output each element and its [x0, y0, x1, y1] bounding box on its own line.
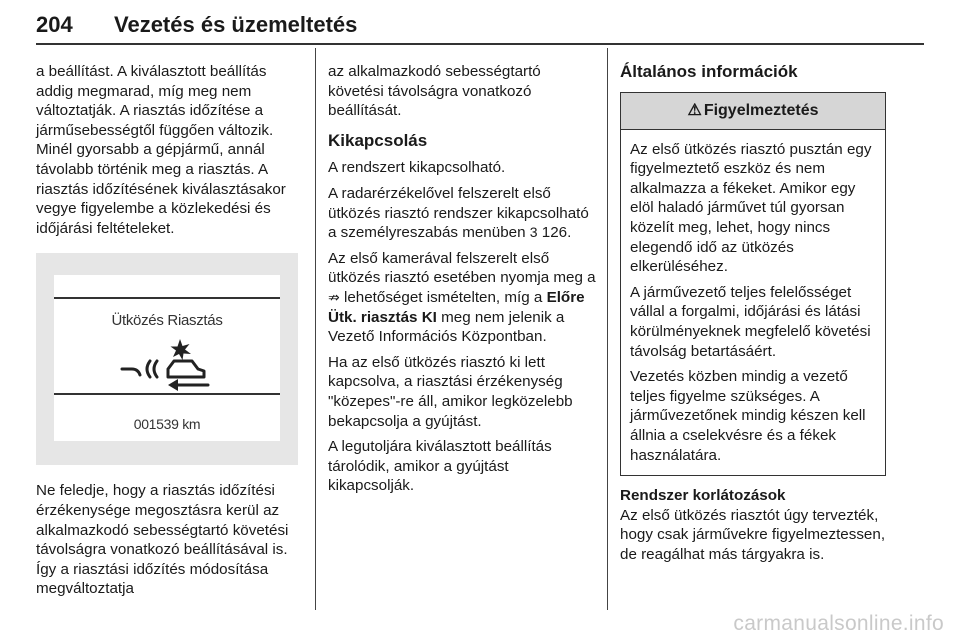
odometer-readout: 001539 km [133, 416, 201, 433]
paragraph: A rendszert kikapcsolható. [328, 159, 506, 177]
paragraph: Ha az első ütközés riasztó ki lett kapcsolva, a riasztási érzékenység "közepes"-re áll, amikor legközelebb bekapcsolja a gyújtást. [328, 353, 573, 430]
warning-paragraph: A járművezető teljes felelősséget vállal a forgalmi, időjárási és látási körülményeknek megfelelő követési távolság betartásáért. [630, 283, 871, 360]
column-divider-1 [315, 48, 316, 610]
warning-triangle-icon: ⚠ [687, 101, 702, 119]
warning-body [621, 130, 885, 476]
page-number: 204 [36, 12, 73, 37]
text-run: Az első kamerával felszerelt első ütközés riasztó esetében nyomja meg a [328, 249, 596, 287]
display-figure [36, 253, 298, 465]
paragraph: a beállítást. A kiválasztott beállítás addig megmarad, míg meg nem változtatják. A riasztás időzítése a járműsebességtől függően változik. Minél gyorsabb a gépjármű, annál távolabb történik meg a riasztás. A riasztás időzítésének kiválasztásakor vegye figyelembe a közlekedési és időjárási feltételeket. [36, 63, 286, 237]
watermark: carmanualsonline.info [733, 612, 944, 635]
paragraph [328, 249, 596, 347]
paragraph: A legutoljára kiválasztott beállítás tárolódik, amikor a gyújtást kikapcsolják. [328, 438, 552, 495]
header-rule [36, 43, 924, 45]
collision-alert-button-icon: ⇏ [328, 288, 340, 305]
text-run: A radarérzékelővel felszerelt első ütközés riasztó rendszer kikapcsolható a személyreszabás menüben [328, 184, 589, 242]
warning-title: Figyelmeztetés [703, 101, 819, 119]
section-heading: Általános információk [620, 62, 798, 81]
subsection-heading: Rendszer korlátozások [620, 487, 786, 505]
chapter-title: Vezetés és üzemeltetés [114, 12, 358, 37]
warning-header [621, 93, 885, 130]
paragraph: Az első ütközés riasztót úgy tervezték, hogy csak járművekre figyelmeztessen, de reagálhat más tárgyakra is. [620, 506, 886, 563]
text-run: lehetőséget ismételten, míg a [339, 288, 547, 306]
cluster-display-screen [54, 275, 280, 441]
page-header [36, 6, 924, 46]
display-message-bold: Előre Ütk. riasztás KI [328, 288, 585, 326]
screen-title: Ütközés Riasztás [111, 312, 223, 330]
section-heading: Kikapcsolás [328, 130, 428, 150]
paragraph [328, 184, 596, 243]
column-3 [620, 62, 886, 570]
paragraph: Ne feledje, hogy a riasztás időzítési érzékenysége megosztásra kerül az alkalmazkodó sebességtartó követési távolságra vonatkozó beállításával is. Így a riasztási időzítés módosítása megváltoztatja [36, 482, 289, 598]
page-reference-number: 126. [537, 224, 572, 242]
screen-rule-bottom [54, 393, 280, 395]
warning-paragraph: Az első ütközés riasztó pusztán egy figyelmeztető eszköz és nem alkalmazza a fékeket. Amikor egy elöl haladó járművet túl gyorsan közelít meg, lehet, hogy nincs elegendő idő az ütközés elkerüléséhez. [630, 140, 872, 276]
paragraph: az alkalmazkodó sebességtartó követési távolságra vonatkozó beállítását. [328, 63, 541, 120]
text-run: meg nem jelenik a Vezető Információs Központban. [328, 308, 565, 346]
warning-box [620, 92, 886, 477]
column-divider-2 [607, 48, 608, 610]
column-2 [328, 62, 596, 502]
screen-rule-top [54, 297, 280, 299]
page-reference-icon: 3 [529, 224, 538, 241]
column-1 [36, 62, 304, 605]
warning-paragraph: Vezetés közben mindig a vezető teljes figyelme szükséges. A járművezetőnek mindig készen kell állnia a cselekvésre és a fékek használatára. [630, 368, 866, 464]
